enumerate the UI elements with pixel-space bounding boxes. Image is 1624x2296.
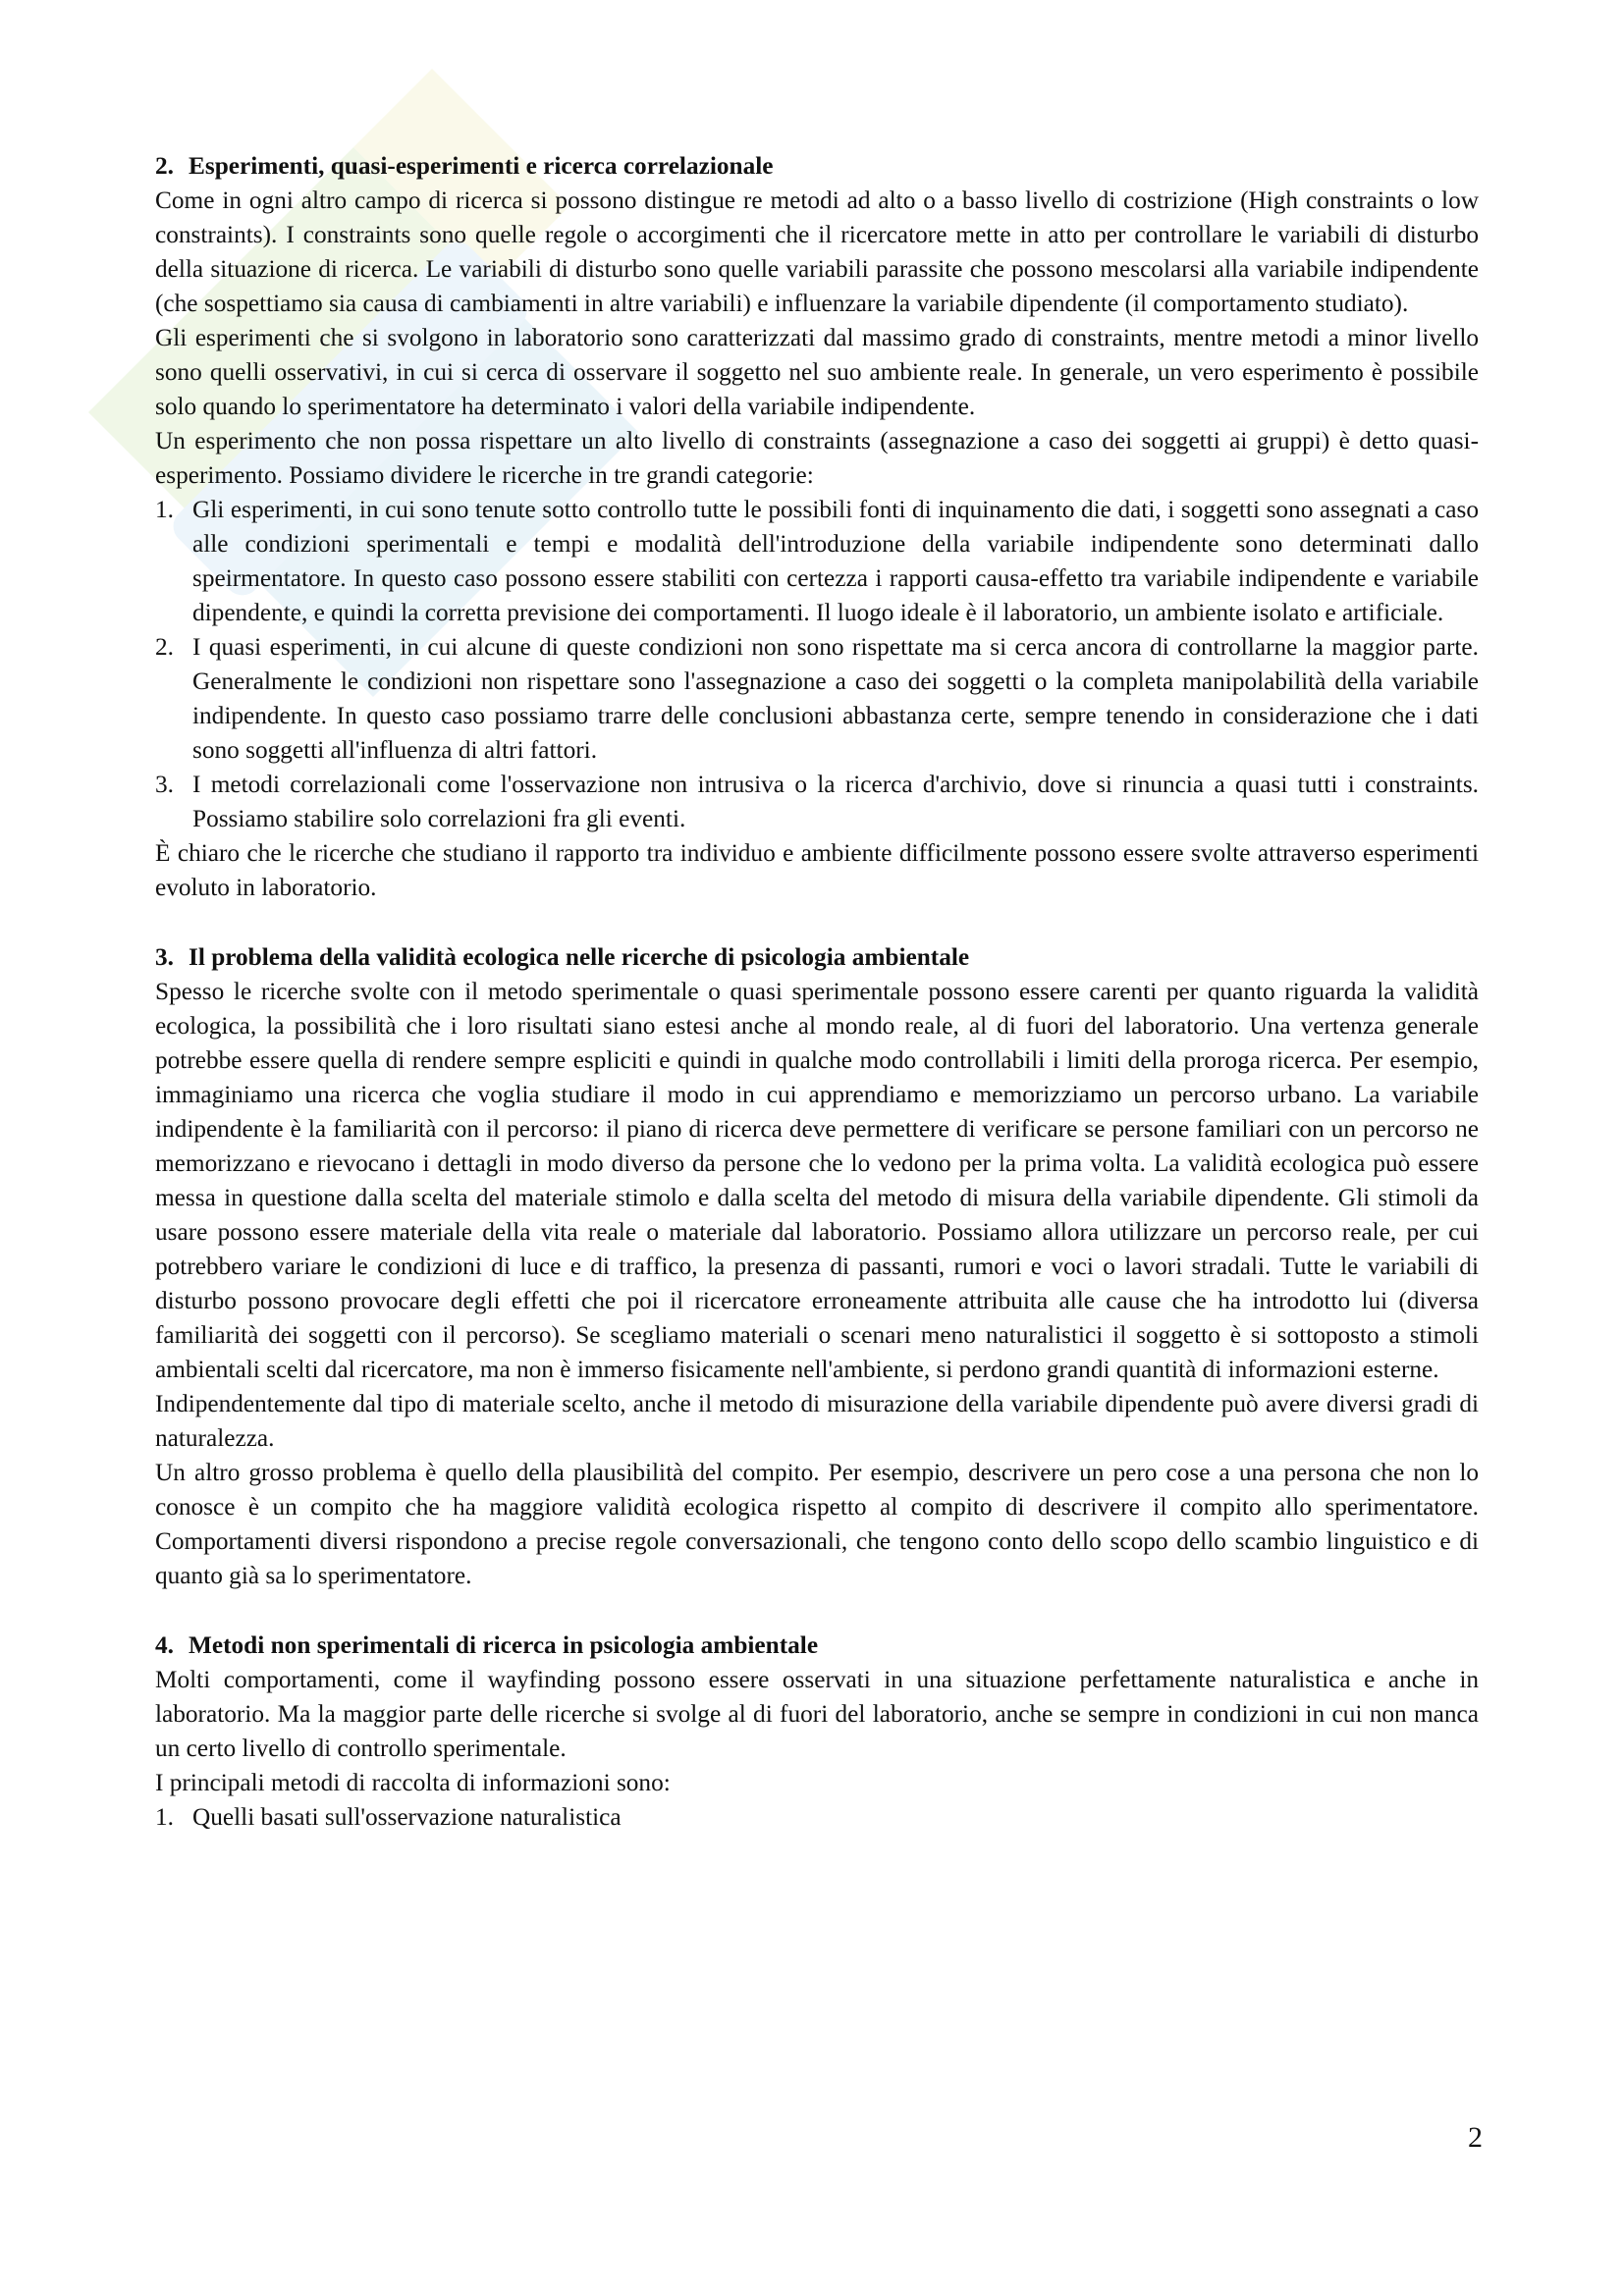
- list-item: [155, 493, 1479, 630]
- numbered-list: [155, 1800, 1479, 1835]
- list-item-text: Gli esperimenti, in cui sono tenute sotto controllo tutte le possibili fonti di inquinamento die dati, i soggetti sono assegnati a caso alle condizioni sperimentali e tempi e modalità dell'introduzione della variabile indipendente sono determinati dallo speirmentatore. In questo caso possono essere stabiliti con certezza i rapporti causa-effetto tra variabile indipendente e variabile dipendente, e quindi la corretta previsione dei comportamenti. Il luogo ideale è il laboratorio, un ambiente isolato e artificiale.: [192, 496, 1479, 626]
- numbered-list: [155, 493, 1479, 836]
- list-number: 2.: [155, 633, 174, 661]
- paragraph: Gli esperimenti che si svolgono in laboratorio sono caratterizzati dal massimo grado di constraints, mentre metodi a minor livello sono quelli osservativi, in cui si cerca di osservare il soggetto nel suo ambiente reale. In generale, un vero esperimento è possibile solo quando lo sperimentatore ha determinato i valori della variabile indipendente.: [155, 324, 1479, 420]
- section-heading: [155, 149, 1479, 184]
- page-number: 2: [1468, 2121, 1483, 2154]
- list-number: 1.: [155, 1803, 174, 1831]
- paragraph: È chiaro che le ricerche che studiano il rapporto tra individuo e ambiente difficilmente possono essere svolte attraverso esperimenti evoluto in laboratorio.: [155, 839, 1479, 901]
- paragraph: Un esperimento che non possa rispettare un alto livello di constraints (assegnazione a caso dei soggetti ai gruppi) è detto quasi-esperimento. Possiamo dividere le ricerche in tre grandi categorie:: [155, 427, 1479, 489]
- paragraph: I principali metodi di raccolta di informazioni sono:: [155, 1769, 671, 1796]
- paragraph: Spesso le ricerche svolte con il metodo sperimentale o quasi sperimentale possono essere carenti per quanto riguarda la validità ecologica, la possibilità che i loro risultati siano estesi anche al mondo reale, al di fuori del laboratorio. Una vertenza generale potrebbe essere quella di rendere sempre espliciti e quindi in qualche modo controllabili i limiti della proroga ricerca. Per esempio, immaginiamo una ricerca che voglia studiare il modo in cui apprendiamo e memorizziamo un percorso urbano. La variabile indipendente è la familiarità con il percorso: il piano di ricerca deve permettere di verificare se persone familiari con un percorso ne memorizzano e rievocano i dettagli in modo diverso da persone che lo vedono per la prima volta. La validità ecologica può essere messa in questione dalla scelta del materiale stimolo e dalla scelta del metodo di misura della variabile dipendente. Gli stimoli da usare possono essere materiale della vita reale o materiale dal laboratorio. Possiamo allora utilizzare un percorso reale, per cui potrebbero variare le condizioni di luce e di traffico, la presenza di passanti, rumori e voci o lavori stradali. Tutte le variabili di disturbo possono provocare degli effetti che poi il ricercatore erroneamente attribuita alle cause che ha introdotto lui (diversa familiarità dei soggetti con il percorso). Se scegliamo materiali o scenari meno naturalistici il soggetto è si sottoposto a stimoli ambientali scelti dal ricercatore, ma non è immerso fisicamente nell'ambiente, si perdono grandi quantità di informazioni esterne.: [155, 978, 1479, 1383]
- list-item: [155, 768, 1479, 836]
- list-number: 3.: [155, 771, 174, 798]
- list-number: 1.: [155, 496, 174, 523]
- paragraph: Molti comportamenti, come il wayfinding possono essere osservati in una situazione perfettamente naturalistica e anche in laboratorio. Ma la maggior parte delle ricerche si svolge al di fuori del laboratorio, anche se sempre in condizioni in cui non manca un certo livello di controllo sperimentale.: [155, 1666, 1479, 1762]
- document-body: [155, 149, 1479, 1835]
- list-item-text: Quelli basati sull'osservazione naturalistica: [192, 1803, 622, 1831]
- section-spacer: [155, 1593, 1479, 1629]
- section-title: Il problema della validità ecologica nelle ricerche di psicologia ambientale: [189, 943, 970, 971]
- paragraph: Come in ogni altro campo di ricerca si possono distingue re metodi ad alto o a basso livello di costrizione (High constraints o low constraints). I constraints sono quelle regole o accorgimenti che il ricercatore mette in atto per controllare le variabili di disturbo della situazione di ricerca. Le variabili di disturbo sono quelle variabili parassite che possono mescolarsi alla variabile indipendente (che sospettiamo sia causa di cambiamenti in altre variabili) e influenzare la variabile dipendente (il comportamento studiato).: [155, 187, 1479, 317]
- paragraph: Indipendentemente dal tipo di materiale scelto, anche il metodo di misurazione della variabile dipendente può avere diversi gradi di naturalezza.: [155, 1390, 1479, 1452]
- section-title: Metodi non sperimentali di ricerca in psicologia ambientale: [189, 1631, 819, 1659]
- section-heading: [155, 940, 1479, 975]
- list-item: [155, 1800, 1479, 1835]
- section-number: 4.: [155, 1631, 174, 1659]
- list-item-text: I metodi correlazionali come l'osservazione non intrusiva o la ricerca d'archivio, dove si rinuncia a quasi tutti i constraints. Possiamo stabilire solo correlazioni fra gli eventi.: [192, 771, 1479, 832]
- list-item: [155, 630, 1479, 768]
- list-item-text: I quasi esperimenti, in cui alcune di queste condizioni non sono rispettate ma si cerca ancora di controllarne la maggior parte. Generalmente le condizioni non rispettare sono l'assegnazione a caso dei soggetti o la completa manipolabilità della variabile indipendente. In questo caso possiamo trarre delle conclusioni abbastanza certe, sempre tenendo in considerazione che i dati sono soggetti all'influenza di altri fattori.: [192, 633, 1479, 764]
- section-number: 2.: [155, 152, 174, 180]
- paragraph: Un altro grosso problema è quello della plausibilità del compito. Per esempio, descrivere un pero cose a una persona che non lo conosce è un compito che ha maggiore validità ecologica rispetto al compito di descrivere il compito allo sperimentatore. Comportamenti diversi rispondono a precise regole conversazionali, che tengono conto dello scopo dello scambio linguistico e di quanto già sa lo sperimentatore.: [155, 1459, 1479, 1589]
- section-title: Esperimenti, quasi-esperimenti e ricerca correlazionale: [189, 152, 774, 180]
- section-spacer: [155, 905, 1479, 940]
- section-heading: [155, 1629, 1479, 1663]
- section-number: 3.: [155, 943, 174, 971]
